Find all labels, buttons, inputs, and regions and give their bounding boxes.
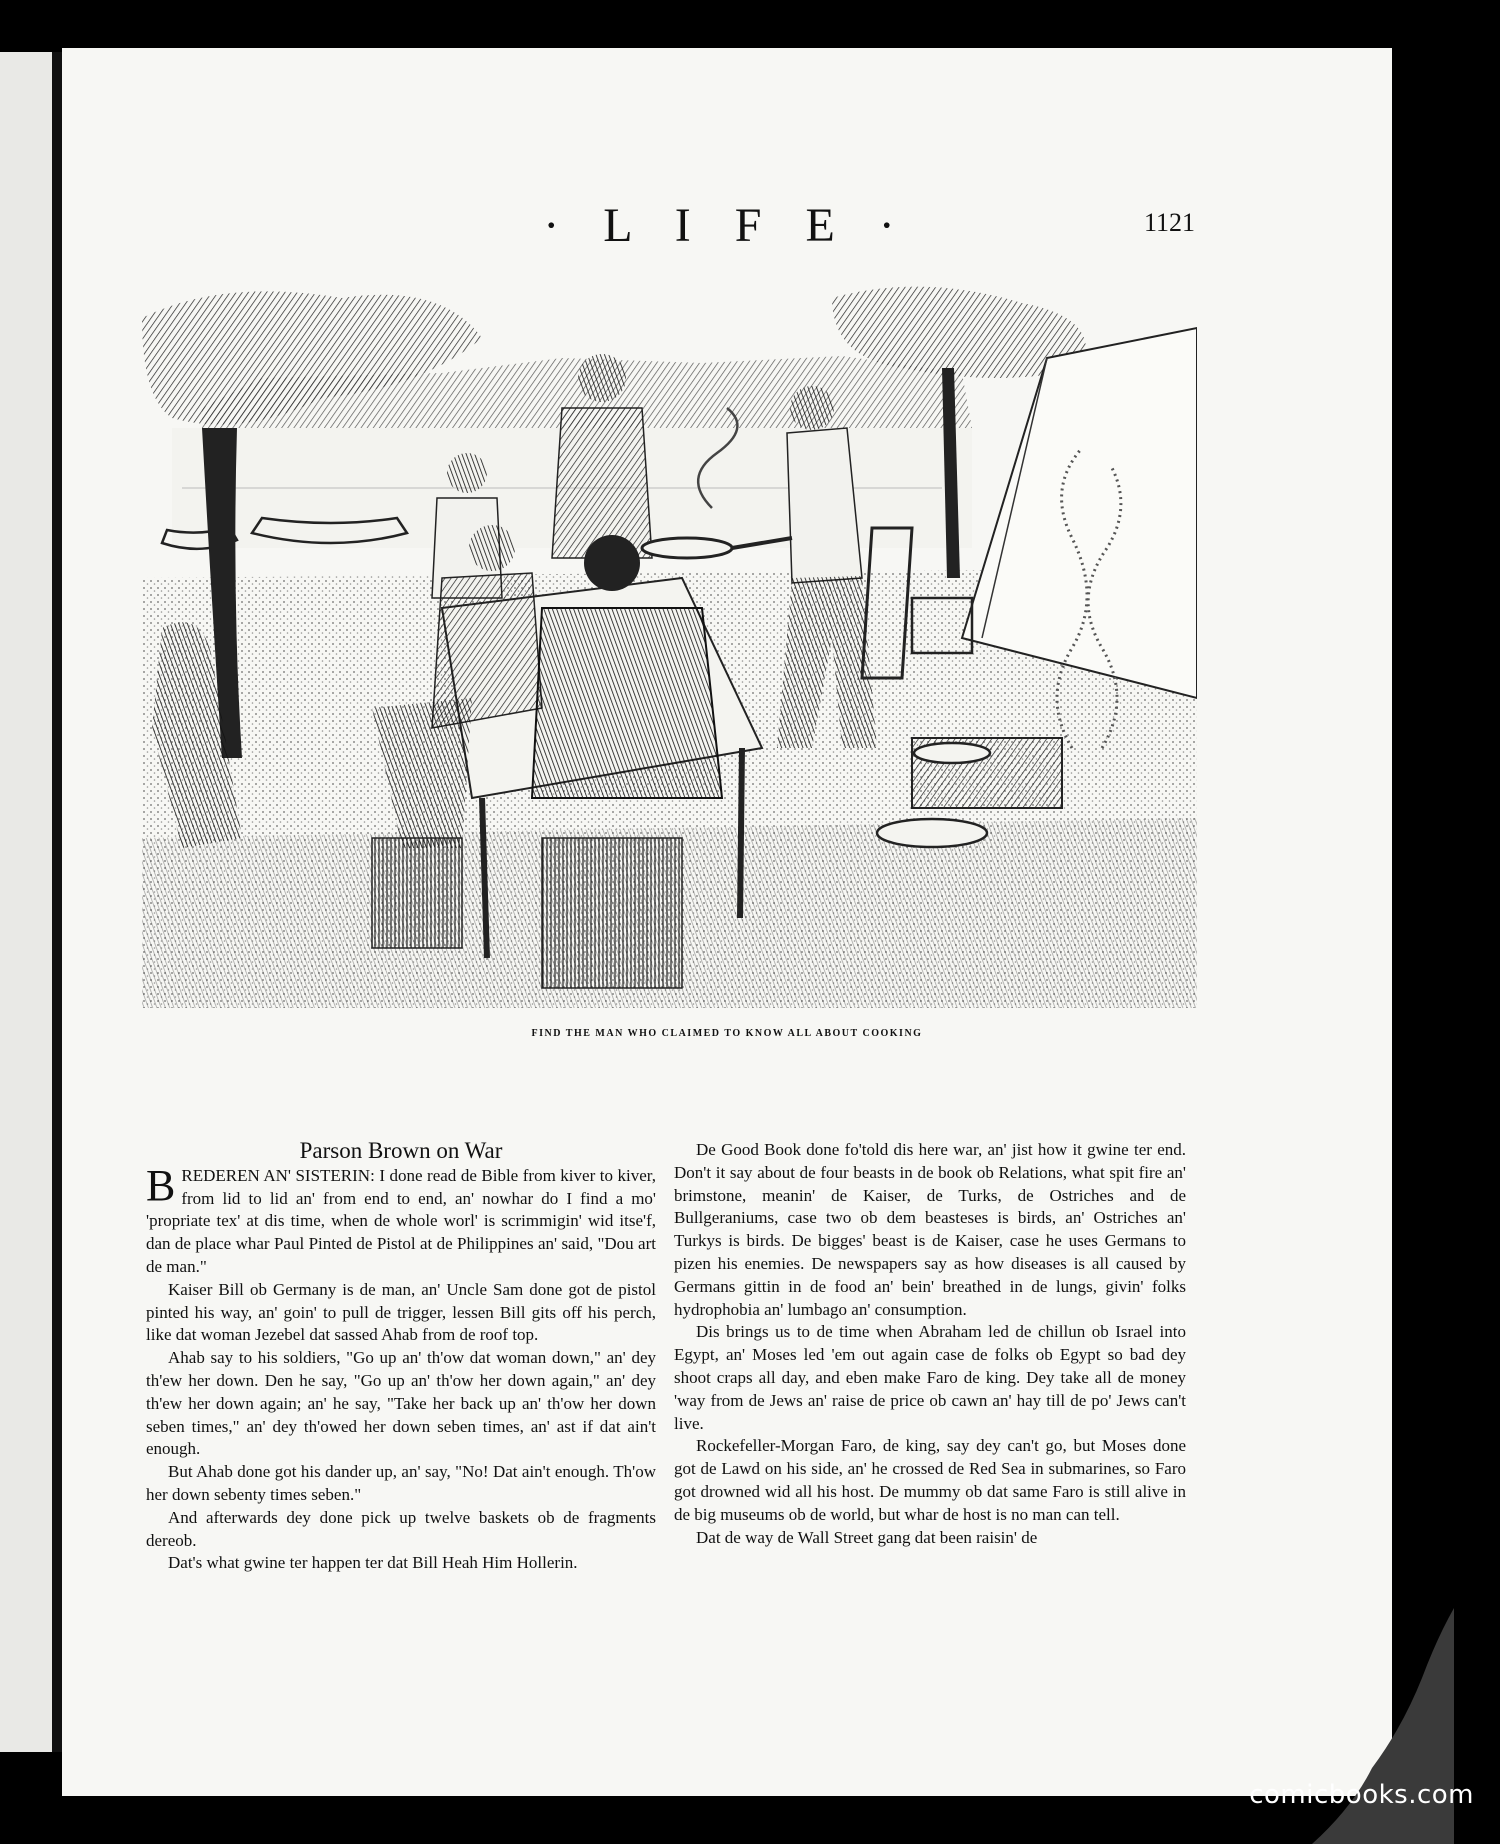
article-paragraph: Dis brings us to de time when Abraham led de chillun ob Israel into Egypt, an' Moses led 'em out again case de folks ob Egypt so bad dey shoot craps all day, and eben make Faro de king. Dey take all de money 'way from de Jews an' raise de price ob cawn an' hay till de po' Jews can't live.	[674, 1322, 1186, 1433]
article-column-left	[146, 1140, 656, 1575]
source-watermark: comicbooks.com	[1249, 1780, 1474, 1810]
article-paragraph: And afterwards dey done pick up twelve baskets ob de fragments dereob.	[146, 1507, 656, 1550]
illustration-caption: FIND THE MAN WHO CLAIMED TO KNOW ALL ABOUT COOKING	[531, 1028, 923, 1039]
article-paragraph: Dat de way de Wall Street gang dat been raisin' de	[696, 1527, 1038, 1547]
article-title: Parson Brown on War	[299, 1138, 503, 1163]
drop-cap: B	[146, 1160, 176, 1210]
article-column-right	[674, 1139, 1186, 1549]
article-paragraph: Rockefeller-Morgan Faro, de king, say dey can't go, but Moses done got de Lawd on his side, an' he crossed de Red Sea in submarines, so Faro got drowned wid all his host. De mummy ob dat same Faro is still alive in de big museums ob de world, but whar de host is no man can tell.	[674, 1436, 1186, 1524]
page-number: 1121	[1144, 208, 1196, 237]
article-paragraph: Ahab say to his soldiers, "Go up an' th'ow dat woman down," an' dey th'ew her down. Den he say, "Go up an' th'ow her down again," an' dey th'ew her down again; an' he say, "Take her back up an' th'ow her down seben times," an' dey th'owed her down seben times, an' ast if dat ain't enough.	[146, 1348, 656, 1459]
adjacent-page-edge	[0, 52, 58, 1752]
article-paragraph: Dat's what gwine ter happen ter dat Bill Heah Him Hollerin.	[168, 1553, 578, 1573]
masthead-title: · L I F E ·	[543, 199, 911, 252]
article-paragraph: De Good Book done fo'told dis here war, an' jist how it gwine ter end. Don't it say about de four beasts in de book ob Relations, what spit fire an' brimstone, meanin' de Kaiser, de Turks, de Ostriches and de Bullgeraniums, case two ob dem beasteses is birds, an' Ostriches an' Turkys is birds. De bigges' beast is de Kaiser, case he uses Germans to pizen his enemies. De newspapers say as how diseases is all caused by Germans gittin in de food an' bein' breathed in de lungs, givin' folks hydrophobia an' lumbago an' consumption.	[674, 1140, 1186, 1319]
article-paragraph: BREDEREN AN' SISTERIN: I done read de Bible from kiver to kiver, from lid to lid an' from end to end, an' nowhar do I find a mo' 'propriate tex' at dis time, when de whole worl' is scrimmigin' wid itse'f, dan de place whar Paul Pinted de Pistol at de Philippines an' said, "Dou art de man."	[146, 1160, 656, 1276]
article-paragraph: But Ahab done got his dander up, an' say, "No! Dat ain't enough. Th'ow her down sebenty times seben."	[146, 1462, 656, 1504]
camp-cooking-illustration	[142, 278, 1197, 1008]
article-paragraph: Kaiser Bill ob Germany is de man, an' Uncle Sam done got de pistol pinted his way, an' goin' to pull de trigger, lessen Bill gits off his perch, like dat woman Jezebel dat sassed Ahab from de roof top.	[146, 1279, 656, 1345]
magazine-page	[62, 48, 1392, 1796]
